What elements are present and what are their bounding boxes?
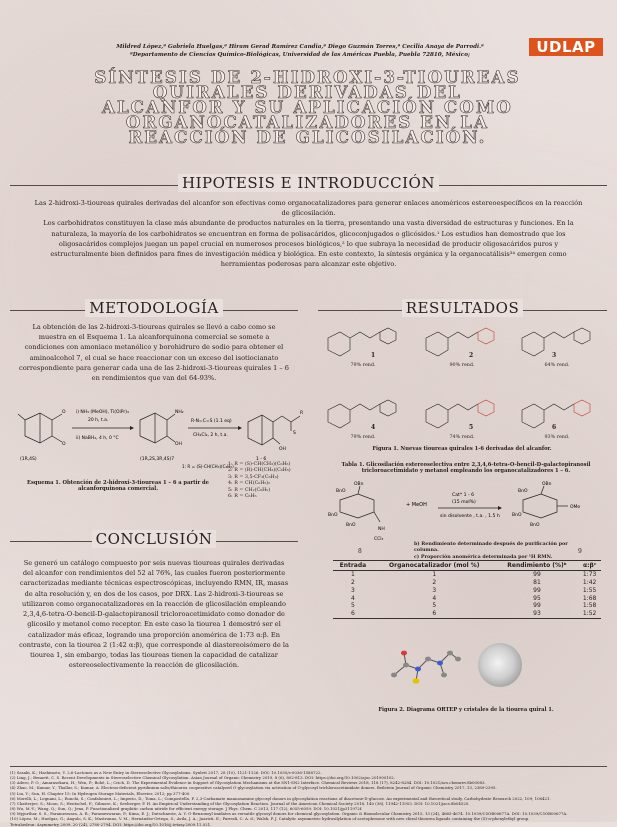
hipotesis-p2: Los carbohidratos constituyen la clase más abundante de productos naturales en la tierra, presentando una vasta diversidad de estructuras y funciones. En la naturaleza, la mayoría de los carbohidratos se encuentran en forma de polisacáridos, glicoconjugados o glicósidos.¹ Los estudios han demostrado que los oligosacáridos complejos juegan un papel crucial en numerosos procesos biológicos,² lo que subraya la necesidad de producir oligosacáridos puros y estructuralmente bien definidos para fines de investigación médica y biológica. En este contexto, la síntesis orgánica y la organocatálisis³⁴ emergen como herramientas poderosas para alcanzar este objetivo. bbox=[43, 219, 574, 269]
reference-item: (2) Ling, J.; Bennett, C. S. Recent Developments in Stereoselective Chemical Glycosylation. Asian Journal of Organic Chemistry 2019, 8 (6), 802-813. DOI: https://doi.org/10.1002/ajoc.201900102. bbox=[10, 775, 396, 781]
bno-label-2: BnO bbox=[328, 513, 338, 518]
divider bbox=[10, 766, 607, 767]
table-cell: 2 bbox=[350, 579, 355, 587]
obn-label-2: OBn bbox=[542, 482, 552, 487]
bno-label-4: BnO bbox=[518, 489, 528, 494]
r-group: 6: R = C₆H₅ bbox=[228, 494, 257, 500]
title-line: SÍNTESIS DE 2-HIDROXI-3-TIOUREAS bbox=[94, 68, 521, 87]
meoh-label: + MeOH bbox=[406, 502, 427, 508]
reagent: R-N=C=S (1.1 eq) bbox=[191, 419, 232, 424]
reference-item: (8) Wu, M.-Y.; Wang, Q.; Sun, Q.; Jena, P. Functionalized graphitic carbon nitride for efficient energy storage. J Phys. Chem. C 2013, 117 (12), 6055-6059. DOI: 10.1021/jp311972f. bbox=[10, 806, 363, 812]
col-entrada: Entrada bbox=[333, 561, 373, 571]
step-ii: ii) NaBH₄, 4 h, 0 °C bbox=[76, 436, 119, 441]
r-group: 2: R = (R)-CH(CH₃)(C₆H₅) bbox=[228, 468, 291, 474]
table-cell: 93 bbox=[496, 610, 579, 618]
sm-label: (1R,4S) bbox=[20, 457, 37, 462]
results-table bbox=[333, 560, 601, 619]
title-line: ORGANOCATALIZADORES EN LA bbox=[125, 113, 490, 132]
r-group-list bbox=[182, 464, 234, 469]
table-cell: 1:73 bbox=[582, 571, 597, 579]
table-row bbox=[333, 610, 601, 618]
aminoalcohol-structure bbox=[140, 413, 175, 443]
hipotesis-p1: Las 2-hidroxi-3-tioureas quirales derivadas del alcanfor son efectivas como organocatalizadores para generar enlaces anoméricos estereoespecíficos en la reacción de glicosilación. bbox=[34, 199, 583, 218]
table-cell: 99 bbox=[533, 586, 541, 594]
table-cell: 99 bbox=[533, 602, 541, 610]
table-cell: 1 bbox=[432, 571, 437, 579]
metodologia-heading bbox=[10, 299, 298, 317]
ome-label: OMe bbox=[570, 505, 581, 510]
table-1-caption: Tabla 1. Glicosilación estereoselectiva entre 2,3,4,6-tetra-O-bencil-D-galactopiranosil tricloroacetimidato y metanol empleando los organocatalizadores 1 – 6. bbox=[341, 462, 591, 474]
poster-title bbox=[60, 70, 555, 145]
table-cell: 6 bbox=[373, 610, 496, 618]
compound-3-number: 3 bbox=[552, 352, 557, 359]
r-groups bbox=[228, 462, 318, 501]
col-yield: Rendimiento (%)ᵇ bbox=[496, 561, 579, 571]
ortep-bonds bbox=[394, 653, 458, 681]
reference-item: (4) Zhao, M.; Kumar, Y.; Thallur, S.; Kumar, A. Electron-deficient pyridinium salts/thiourea cooperative catalyzed O-glycosylation via activation of O-glycosyl trichloroacetimidate donors. Beilstein Journal of Organic Chemistry 2017, 13, 2389-2395. bbox=[10, 785, 497, 791]
compound-4-number: 4 bbox=[371, 424, 376, 431]
reaction-conditions: sin disolvente , t.a. , 1.5 h bbox=[440, 514, 500, 519]
product-label: 1 - 6 bbox=[256, 457, 267, 462]
figure-1-caption: Figura 1. Nuevas tioureas quirales 1-6 derivadas del alcanfor. bbox=[372, 446, 552, 452]
catalyst-label: Cat* 1 - 6 bbox=[452, 493, 475, 498]
resultados-heading-text: RESULTADOS bbox=[402, 299, 524, 317]
step-i-cond: 20 h, t.a. bbox=[88, 418, 109, 423]
r-group: 1: R = (S)-CH(CH₃)(C₆H₅) bbox=[182, 464, 234, 469]
ortep-diagram bbox=[384, 635, 464, 695]
compounds-figure bbox=[318, 318, 608, 440]
table-cell: 3 bbox=[350, 586, 355, 594]
obn-label-1: OBn bbox=[354, 482, 364, 487]
compound-3-yield: 64% rend. bbox=[544, 363, 570, 368]
compound-structure bbox=[328, 400, 396, 428]
title-line: QUIRALES DERIVADAS DEL bbox=[152, 83, 463, 102]
table-header-row bbox=[333, 561, 601, 571]
oh-label: OH bbox=[175, 442, 182, 447]
reference-item: (5) Liu, Y.; Sun, H. Chapter 15: In Hydrogen Storage Materials, Elsevier, 2012; pp 377-400. bbox=[10, 790, 191, 796]
bno-label-1: BnO bbox=[336, 489, 346, 494]
r-group: 3: R = 3,5-CF₃(C₆H₃) bbox=[228, 474, 279, 480]
hipotesis-heading-text: HIPOTESIS E INTRODUCCIÓN bbox=[178, 174, 439, 192]
metodologia-heading-text: METODOLOGÍA bbox=[85, 299, 222, 317]
table-body bbox=[333, 571, 601, 619]
donor-structure bbox=[340, 486, 380, 522]
table-cell: 1:55 bbox=[582, 586, 597, 594]
footnotes bbox=[414, 541, 594, 560]
reaction-arrowhead bbox=[498, 506, 502, 510]
hipotesis-text bbox=[30, 198, 587, 270]
compound-5-yield: 74% rend. bbox=[449, 435, 475, 440]
reference-item: (1) Sasaki, K.; Hashimoto, Y. 2,6-Lactones as a New Entry in Stereoselective Glycosylations. Synlett 2017, 28 (10), 1121-1126. DOI: 10.1055/s-0036-1588722. bbox=[10, 770, 322, 775]
compound-6-yield: 93% rend. bbox=[544, 435, 570, 440]
table-cell: 1:42 bbox=[582, 579, 597, 587]
reference-item: (6) Morelli, L.; Legnani, L.; Ronchi, S.; Confalonieri, L.; Imperio, D.; Toma, L.; Compostella, F. 2,3-Carbamate mannosamine glycosyl donors in glycosylation reactions of diacetone-D-glucose. An experimental and theoretical study. Carbohydrate Research 2022, 109; 108421. bbox=[10, 795, 551, 801]
table-cell: 5 bbox=[350, 602, 355, 610]
udlap-logo: UDLAP bbox=[529, 38, 603, 56]
compound-2-yield: 90% rend. bbox=[449, 363, 475, 368]
compound-structure bbox=[426, 328, 494, 356]
product-structure bbox=[523, 486, 568, 518]
table-cell: 1:58 bbox=[582, 602, 597, 610]
metodologia-text: La obtención de las 2-hidroxi-3-tioureas quirales se llevó a cabo como se muestra en el Esquema 1. La alcanforquinona comercial se somete a condiciones con amoniaco metanólico y borohidruro de sodio para obtener el aminoalcohol 7, el cual se hace reaccionar con un exceso del isotiocianato correspondiente para generar cada una de las 2-hidroxi-3-tioureas quirales 1 – 6 en rendimientos que van del 64-93%. bbox=[19, 323, 289, 383]
table-cell: 3 bbox=[432, 586, 437, 594]
bno-label-3: BnO bbox=[346, 523, 356, 528]
oh-label-product: OH bbox=[279, 447, 286, 452]
compound-6-number: 6 bbox=[552, 424, 557, 431]
conclusion-heading-text: CONCLUSIÓN bbox=[92, 530, 217, 548]
camphorquinone-structure bbox=[18, 413, 62, 443]
reference-item: (3) Adero, P. O.; Amarasekara, H.; Wen, P.; Bohé, L.; Crich, D. The Experimental Evidence in Support of Glycosylation Mechanisms at the SN1-SN2 Interface. Chemical Reviews 2018, 118 (17), 8242-8284. DOI: 10.1021/acs.chemrev.8b00083. bbox=[10, 780, 486, 786]
ccl3-label: CCl₃ bbox=[374, 537, 384, 542]
ortep-atoms bbox=[391, 651, 461, 684]
conclusion-heading bbox=[10, 530, 298, 548]
table-cell: 1 bbox=[350, 571, 355, 579]
reference-item: Tetrahedron: Asymmetry 2009, 20 (24), 2780-2794. DOI: https://doi.org/10.1016/j.tetasy.2009.11.021. bbox=[10, 821, 212, 827]
compound-9-label: 9 bbox=[578, 548, 582, 555]
table-cell: 2 bbox=[432, 579, 437, 587]
table-row bbox=[333, 594, 601, 602]
table-cell: 95 bbox=[533, 594, 541, 602]
resultados-heading bbox=[318, 299, 607, 317]
thiourea-structure bbox=[248, 415, 300, 445]
table-cell: 4 bbox=[350, 594, 355, 602]
r-label: R bbox=[300, 411, 304, 416]
author-list: Mildred López,ª Gabriela Huelgas,ª Hiram Gerad Ramírez Candia,ª Diego Guzmán Torres,ª Cecilia Anaya de Parrodi.ª bbox=[116, 44, 484, 50]
crystal-photo bbox=[478, 643, 522, 687]
glycosylation-reaction-svg bbox=[318, 478, 608, 546]
arrowhead-2 bbox=[238, 426, 242, 430]
nh2-label: NH₂ bbox=[175, 410, 184, 415]
footnote-c: c) Proporción anomérica determinada por ¹H RMN. bbox=[414, 553, 553, 560]
reference-item: (7) Chatterjee, S.; Moon, S.; Hentschel, F.; Gilmore, K.; Seeberger, P. H. An Empirical Understanding of the Glycosylation Reaction. Journal of the American Chemical Society 2018, 140 (38), 11942-11953. DOI: 10.1021/jacs.8b04525. bbox=[10, 800, 470, 806]
table-cell: 4 bbox=[432, 594, 437, 602]
col-catalyst: Organocatalizador (mol %) bbox=[373, 561, 496, 571]
compound-4-yield: 79% rend. bbox=[350, 435, 376, 440]
compound-1-number: 1 bbox=[371, 352, 376, 359]
table-cell: 99 bbox=[533, 571, 541, 579]
compound-structure bbox=[328, 328, 396, 356]
r-group: 4: R = CH(C₆H₅)₂ bbox=[228, 481, 271, 487]
table-cell: 1:52 bbox=[578, 610, 601, 618]
references bbox=[10, 770, 610, 827]
compound-5-number: 5 bbox=[469, 424, 474, 431]
catalyst-amount: (15 mol%) bbox=[452, 500, 476, 505]
reference-item: (10) López, M.; Huelgas, G.; Angulo, S. K.; Mastrunno, V. M.; Hernández-Ortega, S.; Avila, J. A.; Juaristi, E.; Parrodi, C. A. d.; Walsh, P. J. Catalytic asymmetric hydrosilylation of acetophenone with new chiral thiourea ligands containing the (S)-α-phenylethyl group. bbox=[10, 816, 530, 822]
r-group: 5: R = CH₂(C₆H₅) bbox=[228, 487, 271, 493]
amine-label: (1R,2S,3R,4S)7 bbox=[140, 457, 175, 462]
compound-8-label: 8 bbox=[358, 548, 362, 555]
affiliation: ªDepartamento de Ciencias Químico-Biológicas, Universidad de las Américas Puebla, Puebla 72810, México; bbox=[130, 51, 470, 58]
scheme-1-caption: Esquema 1. Obtención de 2-hidroxi-3-tioureas 1 – 6 a partir de alcanforquinona comercial. bbox=[27, 480, 209, 492]
reagent-cond: CH₂Cl₂, 2 h, t.a. bbox=[193, 433, 228, 438]
table-row bbox=[333, 571, 601, 579]
oxygen-label-1: O bbox=[62, 410, 66, 415]
bno-label-5: BnO bbox=[512, 513, 522, 518]
table-cell: 5 bbox=[432, 602, 437, 610]
compound-2-number: 2 bbox=[469, 352, 474, 359]
title-line: REACCIÓN DE GLICOSILACIÓN. bbox=[128, 128, 487, 147]
title-line: ALCANFOR Y SU APLICACIÓN COMO bbox=[102, 98, 513, 117]
figure-2-caption: Figura 2. Diagrama ORTEP y cristales de la tiourea quiral 1. bbox=[378, 707, 554, 713]
table-row bbox=[333, 587, 601, 595]
compound-structure bbox=[426, 400, 494, 428]
oxygen-label-2: O bbox=[62, 442, 66, 447]
arrowhead-1 bbox=[130, 426, 134, 430]
reference-item: (9) Myjurthar, S. S.; Parameswara, A. R.; Parameswaran, P.; Kima, E. J.; Dutschnerie, A. Y. O-Benzoxoyl imidates as versatile glycosyl donors for chemical glycosylation. Organic & Biomolecular Chemistry 2015, 13 (24), 4665-4674. 10.1039/C5OB00677A. DOI: 10.1039/C5OB00677A. bbox=[10, 811, 568, 817]
authors-block bbox=[60, 44, 540, 59]
conclusion-text: Se generó un catálogo compuesto por seis nuevas tioureas quirales derivadas del alcanfor con rendimientos del 52 al 76%, las cuales fueron posteriormente caracterizadas mediante técnicas espectroscópicas, incluyendo RMN, IR, masas de alta resolución y, en dos de los casos, por DRX. Las 2-hidroxi-3-tioureas se utilizaron como organocatalizadores en la reacción de glicosilación empleando 2,3,4,6-tetra-O-bencil-D-galactopiranosil tricloroacetimidato como donador de glicosilo y metanol como receptor. En este caso la tiourea 1 demostró ser el catalizador más eficaz, logrando una proporción anomérica de 1:73 α:β. En contraste, con la tiourea 2 (1:42 α:β), que corresponde al diastereoisómero de la tiourea 1, sin embargo, todas las tioureas tienen la capacidad de catalizar estereoselectivamente la reacción de glicosilación. bbox=[19, 559, 289, 670]
nh-label: NH bbox=[378, 527, 385, 532]
table-cell: 6 bbox=[333, 610, 373, 618]
col-ratio: α:βᶜ bbox=[578, 561, 601, 571]
hipotesis-heading bbox=[0, 174, 617, 192]
compound-1-yield: 79% rend. bbox=[350, 363, 376, 368]
table-cell: 1:68 bbox=[582, 594, 597, 602]
table-row bbox=[333, 579, 601, 587]
step-i: i) NH₃ (MeOH), Ti(OiPr)₄ bbox=[76, 410, 129, 415]
table-row bbox=[333, 602, 601, 610]
sulfur-label: S bbox=[293, 431, 296, 436]
table-cell: 81 bbox=[533, 579, 541, 587]
r-group: 1: R = (S)-CH(CH₃)(C₆H₅) bbox=[228, 462, 291, 467]
bno-label-6: BnO bbox=[530, 523, 540, 528]
footnote-b: b) Rendimiento determinado después de purificación por columna. bbox=[414, 541, 568, 554]
